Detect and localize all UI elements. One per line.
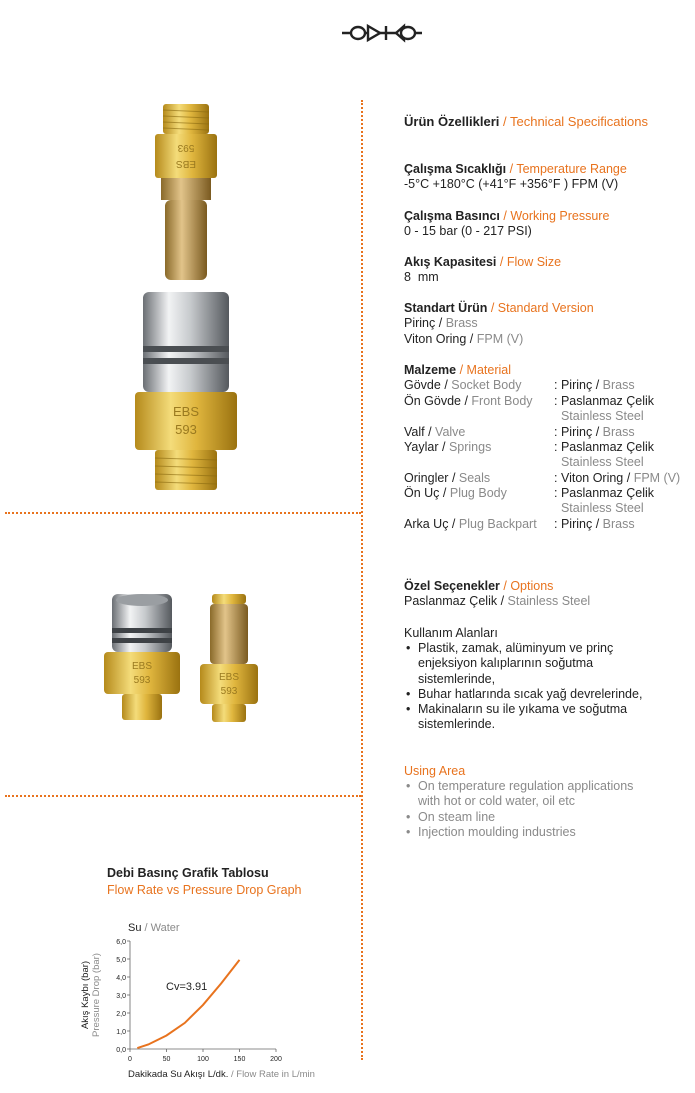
coupling-photo-small (100, 590, 280, 725)
usage-en-line: with hot or cold water, oil etc (418, 794, 576, 809)
standard-value-tr: Pirinç (404, 316, 436, 331)
material-key-tr: Oringler (404, 471, 449, 485)
x-tick-label: 50 (162, 1056, 171, 1063)
specs-title-tr: Ürün Özellikleri (404, 114, 500, 129)
ebs-coupling-logo-icon (340, 22, 424, 44)
material-value-tr: Paslanmaz Çelik (560, 440, 655, 454)
spec-value: -5°C +180°C (+41°F +356°F ) FPM (V) (404, 177, 619, 192)
material-value-en: Brass (602, 378, 635, 392)
material-value-en: Brass (602, 517, 635, 531)
material-row: Ön Uç / Plug Body : Paslanmaz Çelik Stainless Steel (404, 486, 655, 516)
options-value-tr: Paslanmaz Çelik (404, 594, 498, 609)
spec-label-tr: Çalışma Sıcaklığı (404, 162, 507, 176)
spec-label-en: Standard Version (497, 301, 594, 315)
x-tick-label: 150 (233, 1056, 246, 1063)
material-value-en: Stainless Steel (560, 501, 644, 516)
flow-rate-chart (70, 915, 360, 1085)
y-tick-label: 6,0 (116, 939, 126, 946)
spec-label-en: Temperature Range (516, 162, 627, 176)
usage-tr-line: Makinaların su ile yıkama ve soğutma (418, 702, 628, 716)
chart-title-tr: Su (128, 922, 142, 934)
y-axis-label-en: Pressure Drop (bar) (91, 953, 102, 1037)
small-socket-code: 593 (133, 675, 151, 686)
small-plug-code: 593 (220, 686, 238, 697)
usage-tr-line: enjeksiyon kalıplarının soğutma (418, 656, 594, 671)
material-value-tr: Paslanmaz Çelik (560, 486, 655, 500)
spec-temperature: Çalışma Sıcaklığı / Temperature Range -5°C +180°C (+41°F +356°F ) FPM (V) (404, 162, 694, 193)
coupling-photo-large (125, 100, 245, 500)
usage-en-heading: Using Area (404, 764, 466, 778)
spec-label-en: Options (510, 579, 554, 593)
material-value-tr: Viton Oring (560, 471, 624, 485)
usage-en-line: On steam line (418, 810, 496, 824)
material-key-en: Plug Body (449, 486, 507, 500)
chart-title: Su / Water (128, 922, 180, 934)
graph-title-en: Flow Rate vs Pressure Drop Graph (107, 883, 302, 897)
x-axis-label: Dakikada Su Akışı L/dk. / Flow Rate in L/min (128, 1069, 315, 1080)
material-value-tr: Pirinç (560, 517, 593, 531)
material-row: Valf / Valve : Pirinç / Brass (404, 425, 635, 439)
y-tick-label: 2,0 (116, 1011, 126, 1018)
y-tick-label: 0,0 (116, 1047, 126, 1054)
material-row: Oringler / Seals : Viton Oring / FPM (V) (404, 471, 681, 485)
standard-value-en: Brass (445, 316, 478, 331)
usage-tr-line: Buhar hatlarında sıcak yağ devrelerinde, (418, 687, 643, 701)
material-value-en: Brass (602, 425, 635, 439)
chart-annotation: Cv=3.91 (166, 981, 208, 993)
y-tick-label: 5,0 (116, 957, 126, 964)
top-plug-brand: EBS (175, 158, 197, 169)
y-tick-label: 3,0 (116, 993, 126, 1000)
material-row: Gövde / Socket Body : Pirinç / Brass (404, 378, 635, 392)
small-plug-brand: EBS (218, 672, 240, 683)
y-axis-label-tr: Akış Kaybı (bar) (80, 960, 91, 1030)
y-tick-label: 1,0 (116, 1029, 126, 1036)
material-key-en: Plug Backpart (458, 517, 537, 531)
material-key-tr: Ön Gövde (404, 394, 461, 408)
usage-tr-line: sistemlerinde, (418, 671, 496, 686)
material-key-en: Valve (435, 425, 466, 439)
graph-title-tr: Debi Basınç Grafik Tablosu (107, 866, 269, 880)
spec-material-heading: Malzeme / Material (404, 363, 511, 377)
material-value-en: Stainless Steel (560, 409, 644, 424)
spec-label-tr: Çalışma Basıncı (404, 209, 500, 223)
spec-value: 8 mm (404, 270, 439, 285)
material-key-en: Springs (448, 440, 492, 454)
material-key-tr: Ön Uç (404, 486, 440, 500)
material-value-en: FPM (V) (633, 471, 681, 485)
spec-label-tr: Malzeme (404, 363, 457, 377)
spec-label-en: Working Pressure (510, 209, 610, 223)
material-value-en: Stainless Steel (560, 455, 644, 470)
x-tick-label: 200 (270, 1056, 282, 1063)
x-axis-label-tr: Dakikada Su Akışı L/dk. (128, 1069, 229, 1080)
spec-label-tr: Akış Kapasitesi (404, 255, 497, 269)
material-key-tr: Yaylar (404, 440, 439, 454)
specs-title: Ürün Özellikleri / Technical Specifications (404, 114, 649, 129)
standard-value-tr: Viton Oring (404, 331, 467, 346)
material-key-en: Front Body (471, 394, 533, 408)
vertical-divider (361, 100, 363, 1060)
usage-en-line: On temperature regulation applications (418, 779, 634, 793)
material-key-tr: Valf (404, 425, 425, 439)
x-axis-label-en: Flow Rate in L/min (236, 1069, 315, 1080)
top-plug-code: 593 (177, 142, 195, 153)
material-value-tr: Paslanmaz Çelik (560, 394, 655, 408)
x-tick-label: 100 (197, 1056, 209, 1063)
material-value-tr: Pirinç (560, 378, 593, 392)
horizontal-divider-bottom (5, 795, 361, 797)
y-tick-label: 4,0 (116, 975, 126, 982)
series-line (137, 960, 239, 1048)
usage-tr-heading: Kullanım Alanları (404, 626, 498, 640)
spec-value: 0 - 15 bar (0 - 217 PSI) (404, 224, 532, 239)
specs-title-en: Technical Specifications (509, 114, 649, 129)
spec-options: Özel Seçenekler / Options Paslanmaz Çelik / Stainless Steel (404, 579, 591, 609)
material-value-tr: Pirinç (560, 425, 593, 439)
material-row: Yaylar / Springs : Paslanmaz Çelik Stainless Steel (404, 440, 655, 470)
material-key-tr: Gövde (404, 378, 441, 392)
small-socket-brand: EBS (131, 661, 153, 672)
standard-value-en: FPM (V) (476, 331, 524, 346)
material-row: Arka Uç / Plug Backpart : Pirinç / Brass (404, 517, 635, 531)
top-socket-brand: EBS (172, 404, 200, 419)
usage-tr-line: sistemlerinde. (418, 717, 496, 732)
spec-pressure: Çalışma Basıncı / Working Pressure 0 - 15 bar (0 - 217 PSI) (404, 209, 694, 240)
top-socket-code: 593 (175, 422, 197, 437)
horizontal-divider-top (5, 512, 361, 514)
chart-title-en: Water (150, 922, 180, 934)
spec-label-tr: Özel Seçenekler (404, 579, 500, 593)
material-key-tr: Arka Uç (404, 517, 449, 531)
spec-standard-version: Standart Ürün / Standard Version Pirinç / Brass Viton Oring / FPM (V) (404, 301, 594, 346)
spec-label-en: Material (466, 363, 511, 377)
usage-en-line: Injection moulding industries (418, 825, 576, 839)
material-key-en: Seals (458, 471, 491, 485)
usage-tr-line: Plastik, zamak, alüminyum ve prinç (418, 641, 614, 655)
spec-flow-size: Akış Kapasitesi / Flow Size 8 mm (404, 255, 694, 286)
spec-label-tr: Standart Ürün (404, 301, 488, 315)
options-value-en: Stainless Steel (507, 594, 591, 609)
material-row: Ön Gövde / Front Body : Paslanmaz Çelik Stainless Steel (404, 394, 655, 424)
spec-label-en: Flow Size (506, 255, 562, 269)
x-tick-label: 0 (128, 1056, 132, 1063)
material-key-en: Socket Body (451, 378, 522, 392)
